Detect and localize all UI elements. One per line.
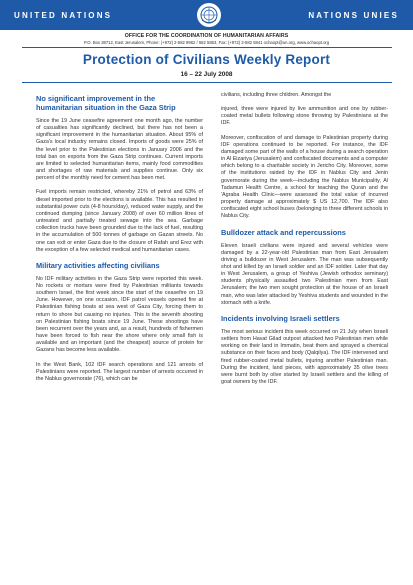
banner-right-text: NATIONS UNIES — [308, 10, 399, 20]
paragraph: injured, three were injured by live ammunition and one by rubber-coated metal bullets following stone throwing by Palestinians at the IDF. — [221, 106, 388, 127]
paragraph: Moreover, confiscation of and damage to Palestinian property during IDF operations continued to be reported. For instance, the IDF damaged some part of the walls of a house during a search operation in Al Eizariya (Jerusalem) and confiscated documents and a computer which belong to a charitable society in Jericho City. Moreover, some of the institutions raided by the IDF in Nablus City and Jenin governorate during the week—including the Nablus Municipality, Al Tadamun Health Centre, a school for teaching the Quran and the 'Agraba Health Clinic—were assessed the total value of incurred property damage at approximately $ US 12,700. The IDF also confiscated eight school buses (belonging to three different schools in Nablus City. — [221, 134, 388, 220]
paragraph: Since the 19 June ceasefire agreement one month ago, the number of casualties has significantly declined, but there has not been a significant improvement in the humanitarian situation. About 95% of Gaza's local industry remains closed. Imports of goods were 25% of the level prior to the Palestinian elections in January 2006 and the total ban on exports from the Gaza Strip continues. Current imports are limited to selected humanitarian items, mainly food commodities and shortages of raw materials and supplies continue. Only six percent of the monthly need for cement has been met. — [36, 118, 203, 182]
paragraph: The most serious incident this week occurred on 21 July when Israeli settlers from Havat Gilad outpost attacked two Palestinian men while working on their land in Immatin, beat them and sprayed a chemical substance on their faces and body (Qalqilya). The IDF intervened and fired rubber-coated metal bullets, injuring another Palestinian man. During the incident, land pieces, with approximately 35 olive trees were burnt both by olive started by Israeli settlers and the killing of goat owners by the IDF. — [221, 328, 388, 385]
header-rule — [22, 47, 392, 48]
paragraph: civilians, including three children. Amongst the — [221, 92, 332, 98]
report-title: Protection of Civilians Weekly Report — [82, 52, 331, 67]
section-heading-bulldozer: Bulldozer attack and repercussions — [221, 227, 346, 237]
paragraph: Eleven Israeli civilians were injured and several vehicles were damaged by a 22-year-old Palestinian man from East Jerusalem driving a bulldozer in West Jerusalem. The man was subsequently shot and killed by an Israeli soldier and an IDF soldier. Later that day in West Jerusalem, a group of Yeshiva (Jewish orthodox seminary) students physically assaulted two Palestinian men from East Jerusalem; the two men sought protection at the house of an Israeli man, who was later attacked by Yeshiva students and wounded in the stomach with a knife. — [221, 242, 388, 306]
un-emblem-icon — [197, 3, 221, 27]
office-contact: P.O. Box 38712, East Jerusalem, Phone: (+972) 2-582 9962 / 582 5853, Fax: (+972) 2-582 5841 ochaopt@un.org, www.ochaopt.org — [83, 40, 330, 45]
paragraph: Fuel imports remain restricted, whereby 21% of petrol and 63% of diesel imported prior to the elections is available. This has resulted in substantial power cuts (4-8 hours/day), reduced water supply, and the continued dumping (since January 2008) of over 60 million litres of untreated and partially treated sewage into the sea. Garbage collection trucks have been grounded due to the lack of fuel, resulting in the accumulation of 500 tonnes of garbage on Gazan streets. No one can exit or enter Gaza due to the closure of Rafah and Erez with the exception of a few selected medical and humanitarian cases. — [36, 189, 203, 253]
paragraph: In the West Bank, 102 IDF search operations and 121 arrests of Palestinians were reported. The largest number of arrests occurred in the Nablus governorate (76), which can be — [36, 361, 203, 382]
title-rule — [22, 82, 392, 83]
banner-left-text: UNITED NATIONS — [14, 10, 113, 20]
right-column — [221, 92, 388, 393]
section-heading-military: Military activities affecting civilians — [36, 260, 160, 270]
office-name: OFFICE FOR THE COORDINATION OF HUMANITARIAN AFFAIRS — [124, 33, 289, 39]
section-heading-settlers: Incidents involving Israeli settlers — [221, 313, 340, 323]
left-column — [36, 94, 203, 390]
section-heading-gaza: No significant improvement in the humanitarian situation in the Gaza Strip — [36, 94, 176, 112]
paragraph: No IDF military activities in the Gaza Strip were reported this week. No rockets or mortars were fired by Palestinian militants towards southern Israel, the first week since the start of the ceasefire on 19 June. However, on one occasion, IDF patrol vessels opened fire at Palestinian fishing boats at sea west of Gaza City, forcing them to return to shore but causing no injuries. This is the seventh shooting on Palestinian fishing boats since 19 June. These shootings have been recurrent over the years and, as a result, hundreds of fishermen have been forced to fish near the shore where only small fish is available and an important (and the cheapest) source of protein for Gazans has become less available. — [36, 275, 203, 354]
report-date-range: 16 – 22 July 2008 — [180, 71, 233, 78]
